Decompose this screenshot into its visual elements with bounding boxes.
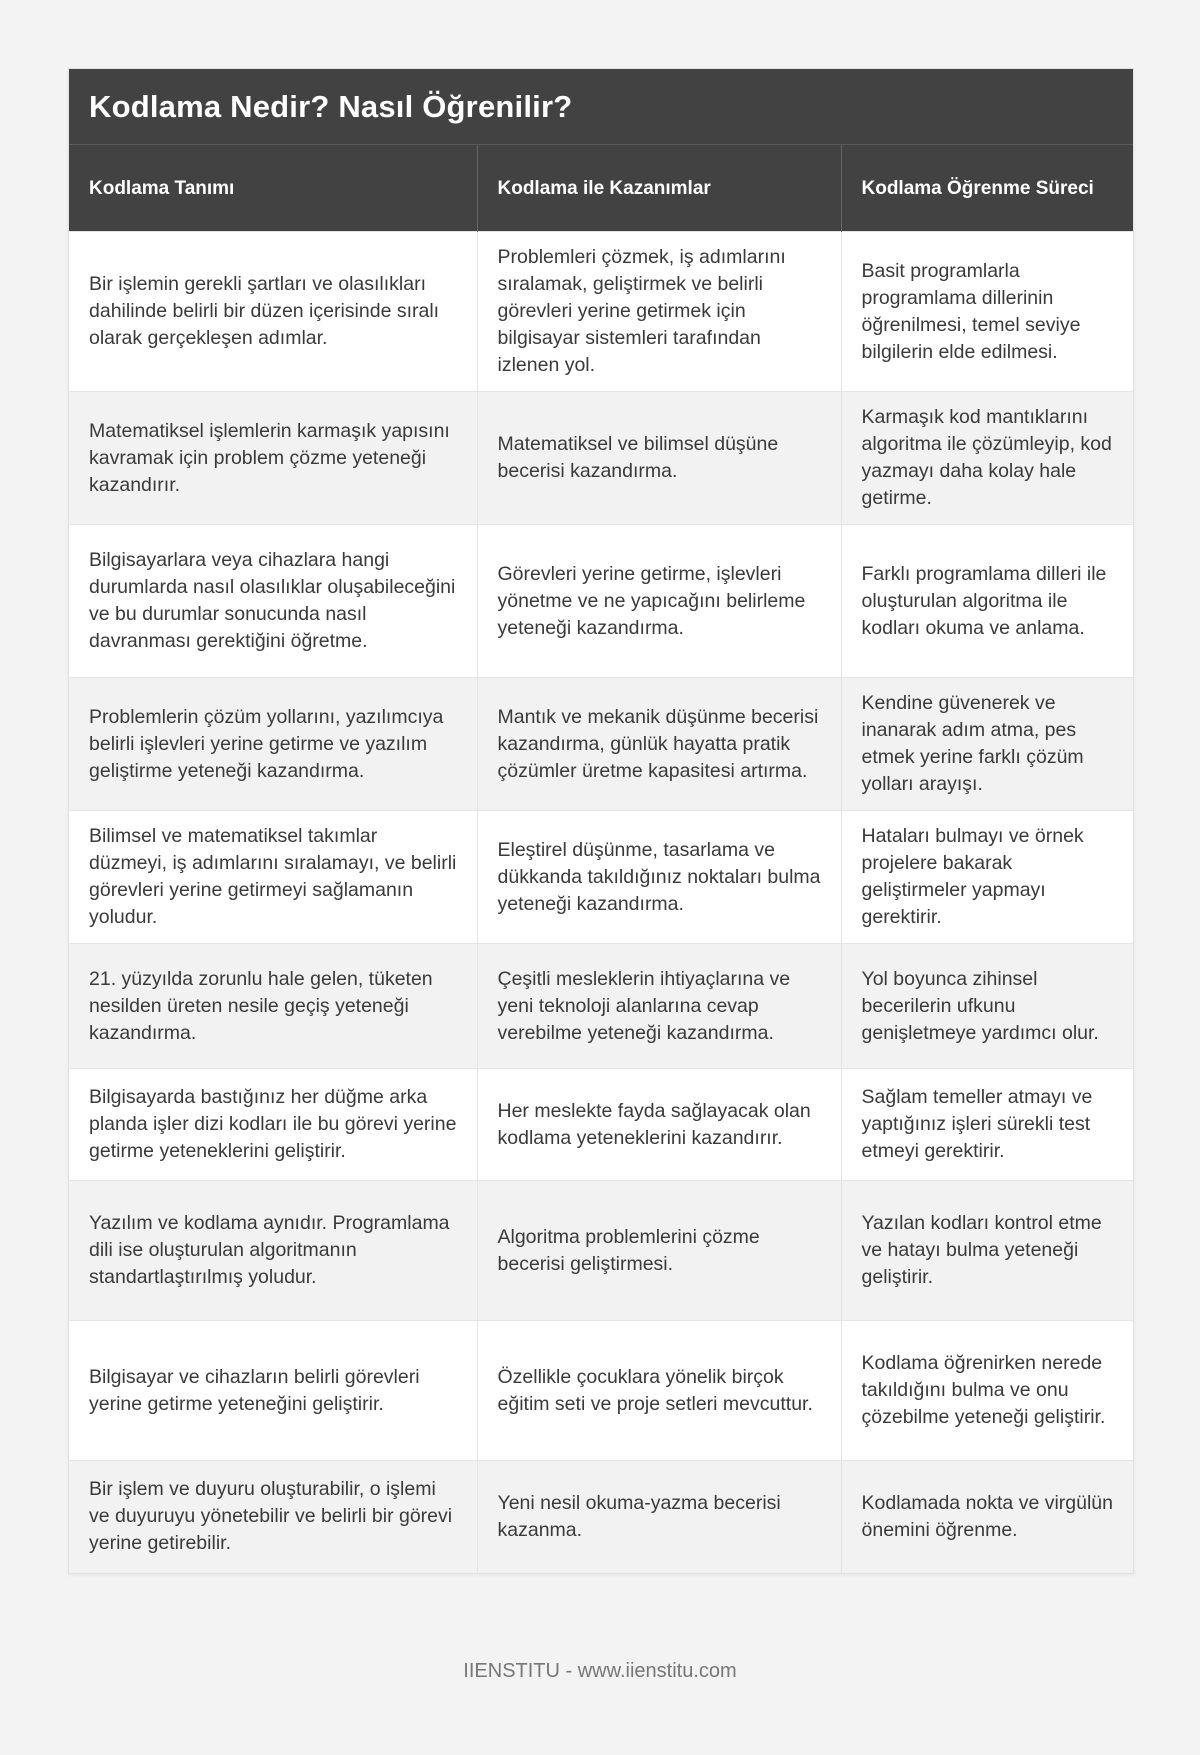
table-cell: Kodlamada nokta ve virgülün önemini öğrenme.: [841, 1461, 1133, 1573]
table-cell: Problemleri çözmek, iş adımlarını sıralamak, geliştirmek ve belirli görevleri yerine getirmek için bilgisayar sistemleri tarafından izlenen yol.: [477, 232, 841, 392]
table-cell: Kodlama öğrenirken nerede takıldığını bulma ve onu çözebilme yeteneği geliştirir.: [841, 1321, 1133, 1461]
table-cell: Yazılan kodları kontrol etme ve hatayı bulma yeteneği geliştirir.: [841, 1181, 1133, 1321]
table-cell: Her meslekte fayda sağlayacak olan kodlama yeteneklerini kazandırır.: [477, 1069, 841, 1181]
title-bar: [69, 69, 1133, 145]
table-cell: Farklı programlama dilleri ile oluşturulan algoritma ile kodları okuma ve anlama.: [841, 525, 1133, 678]
table-cell: Algoritma problemlerini çözme becerisi geliştirmesi.: [477, 1181, 841, 1321]
header-row: [69, 145, 1133, 232]
page-title: Kodlama Nedir? Nasıl Öğrenilir?: [89, 88, 573, 124]
table-cell: Matematiksel işlemlerin karmaşık yapısını kavramak için problem çözme yeteneği kazandırır.: [69, 392, 477, 525]
table-cell: 21. yüzyılda zorunlu hale gelen, tüketen nesilden üreten nesile geçiş yeteneği kazandırma.: [69, 944, 477, 1069]
table-cell: Eleştirel düşünme, tasarlama ve dükkanda takıldığınız noktaları bulma yeteneği kazandırma.: [477, 811, 841, 944]
table-cell: Problemlerin çözüm yollarını, yazılımcıya belirli işlevleri yerine getirme ve yazılım geliştirme yeteneği kazandırma.: [69, 678, 477, 811]
table-cell: Matematiksel ve bilimsel düşüne becerisi kazandırma.: [477, 392, 841, 525]
footer-credit: IIENSTITU - www.iienstitu.com: [463, 1660, 737, 1682]
table-cell: Yeni nesil okuma-yazma becerisi kazanma.: [477, 1461, 841, 1573]
table-cell: Bilimsel ve matematiksel takımlar düzmeyi, iş adımlarını sıralamayı, ve belirli görevleri yerine getirmeyi sağlamanın yoludur.: [69, 811, 477, 944]
table-row: [69, 811, 1133, 944]
table-cell: Bilgisayarda bastığınız her düğme arka planda işler dizi kodları ile bu görevi yerine getirme yeteneklerini geliştirir.: [69, 1069, 477, 1181]
header-cell-definition: Kodlama Tanımı: [69, 145, 477, 232]
table-cell: Çeşitli mesleklerin ihtiyaçlarına ve yeni teknoloji alanlarına cevap verebilme yeteneği kazandırma.: [477, 944, 841, 1069]
table-row: [69, 1321, 1133, 1461]
table-header: [69, 145, 1133, 232]
header-cell-gains: Kodlama ile Kazanımlar: [477, 145, 841, 232]
table-cell: Bir işlemin gerekli şartları ve olasılıkları dahilinde belirli bir düzen içerisinde sıralı olarak gerçekleşen adımlar.: [69, 232, 477, 392]
table-cell: Özellikle çocuklara yönelik birçok eğitim seti ve proje setleri mevcuttur.: [477, 1321, 841, 1461]
table-row: [69, 1181, 1133, 1321]
comparison-table: [69, 145, 1133, 1573]
table-row: [69, 525, 1133, 678]
table-cell: Yol boyunca zihinsel becerilerin ufkunu genişletmeye yardımcı olur.: [841, 944, 1133, 1069]
header-cell-learning-process: Kodlama Öğrenme Süreci: [841, 145, 1133, 232]
content-card: [68, 68, 1134, 1574]
table-row: [69, 1069, 1133, 1181]
table-cell: Bilgisayarlara veya cihazlara hangi durumlarda nasıl olasılıklar oluşabileceğini ve bu durumlar sonucunda nasıl davranması gerektiğini öğretme.: [69, 525, 477, 678]
table-cell: Sağlam temeller atmayı ve yaptığınız işleri sürekli test etmeyi gerektirir.: [841, 1069, 1133, 1181]
table-row: [69, 944, 1133, 1069]
table-row: [69, 232, 1133, 392]
table-row: [69, 678, 1133, 811]
table-cell: Karmaşık kod mantıklarını algoritma ile çözümleyip, kod yazmayı daha kolay hale getirme.: [841, 392, 1133, 525]
table-row: [69, 392, 1133, 525]
table-body: [69, 232, 1133, 1573]
table-cell: Mantık ve mekanik düşünme becerisi kazandırma, günlük hayatta pratik çözümler üretme kapasitesi artırma.: [477, 678, 841, 811]
table-cell: Görevleri yerine getirme, işlevleri yönetme ve ne yapıcağını belirleme yeteneği kazandırma.: [477, 525, 841, 678]
table-cell: Hataları bulmayı ve örnek projelere bakarak geliştirmeler yapmayı gerektirir.: [841, 811, 1133, 944]
table-row: [69, 1461, 1133, 1573]
table-cell: Kendine güvenerek ve inanarak adım atma, pes etmek yerine farklı çözüm yolları arayışı.: [841, 678, 1133, 811]
table-cell: Bilgisayar ve cihazların belirli görevleri yerine getirme yeteneğini geliştirir.: [69, 1321, 477, 1461]
table-cell: Bir işlem ve duyuru oluşturabilir, o işlemi ve duyuruyu yönetebilir ve belirli bir görevi yerine getirebilir.: [69, 1461, 477, 1573]
table-cell: Basit programlarla programlama dillerinin öğrenilmesi, temel seviye bilgilerin elde edilmesi.: [841, 232, 1133, 392]
table-cell: Yazılım ve kodlama aynıdır. Programlama dili ise oluşturulan algoritmanın standartlaştırılmış yoludur.: [69, 1181, 477, 1321]
